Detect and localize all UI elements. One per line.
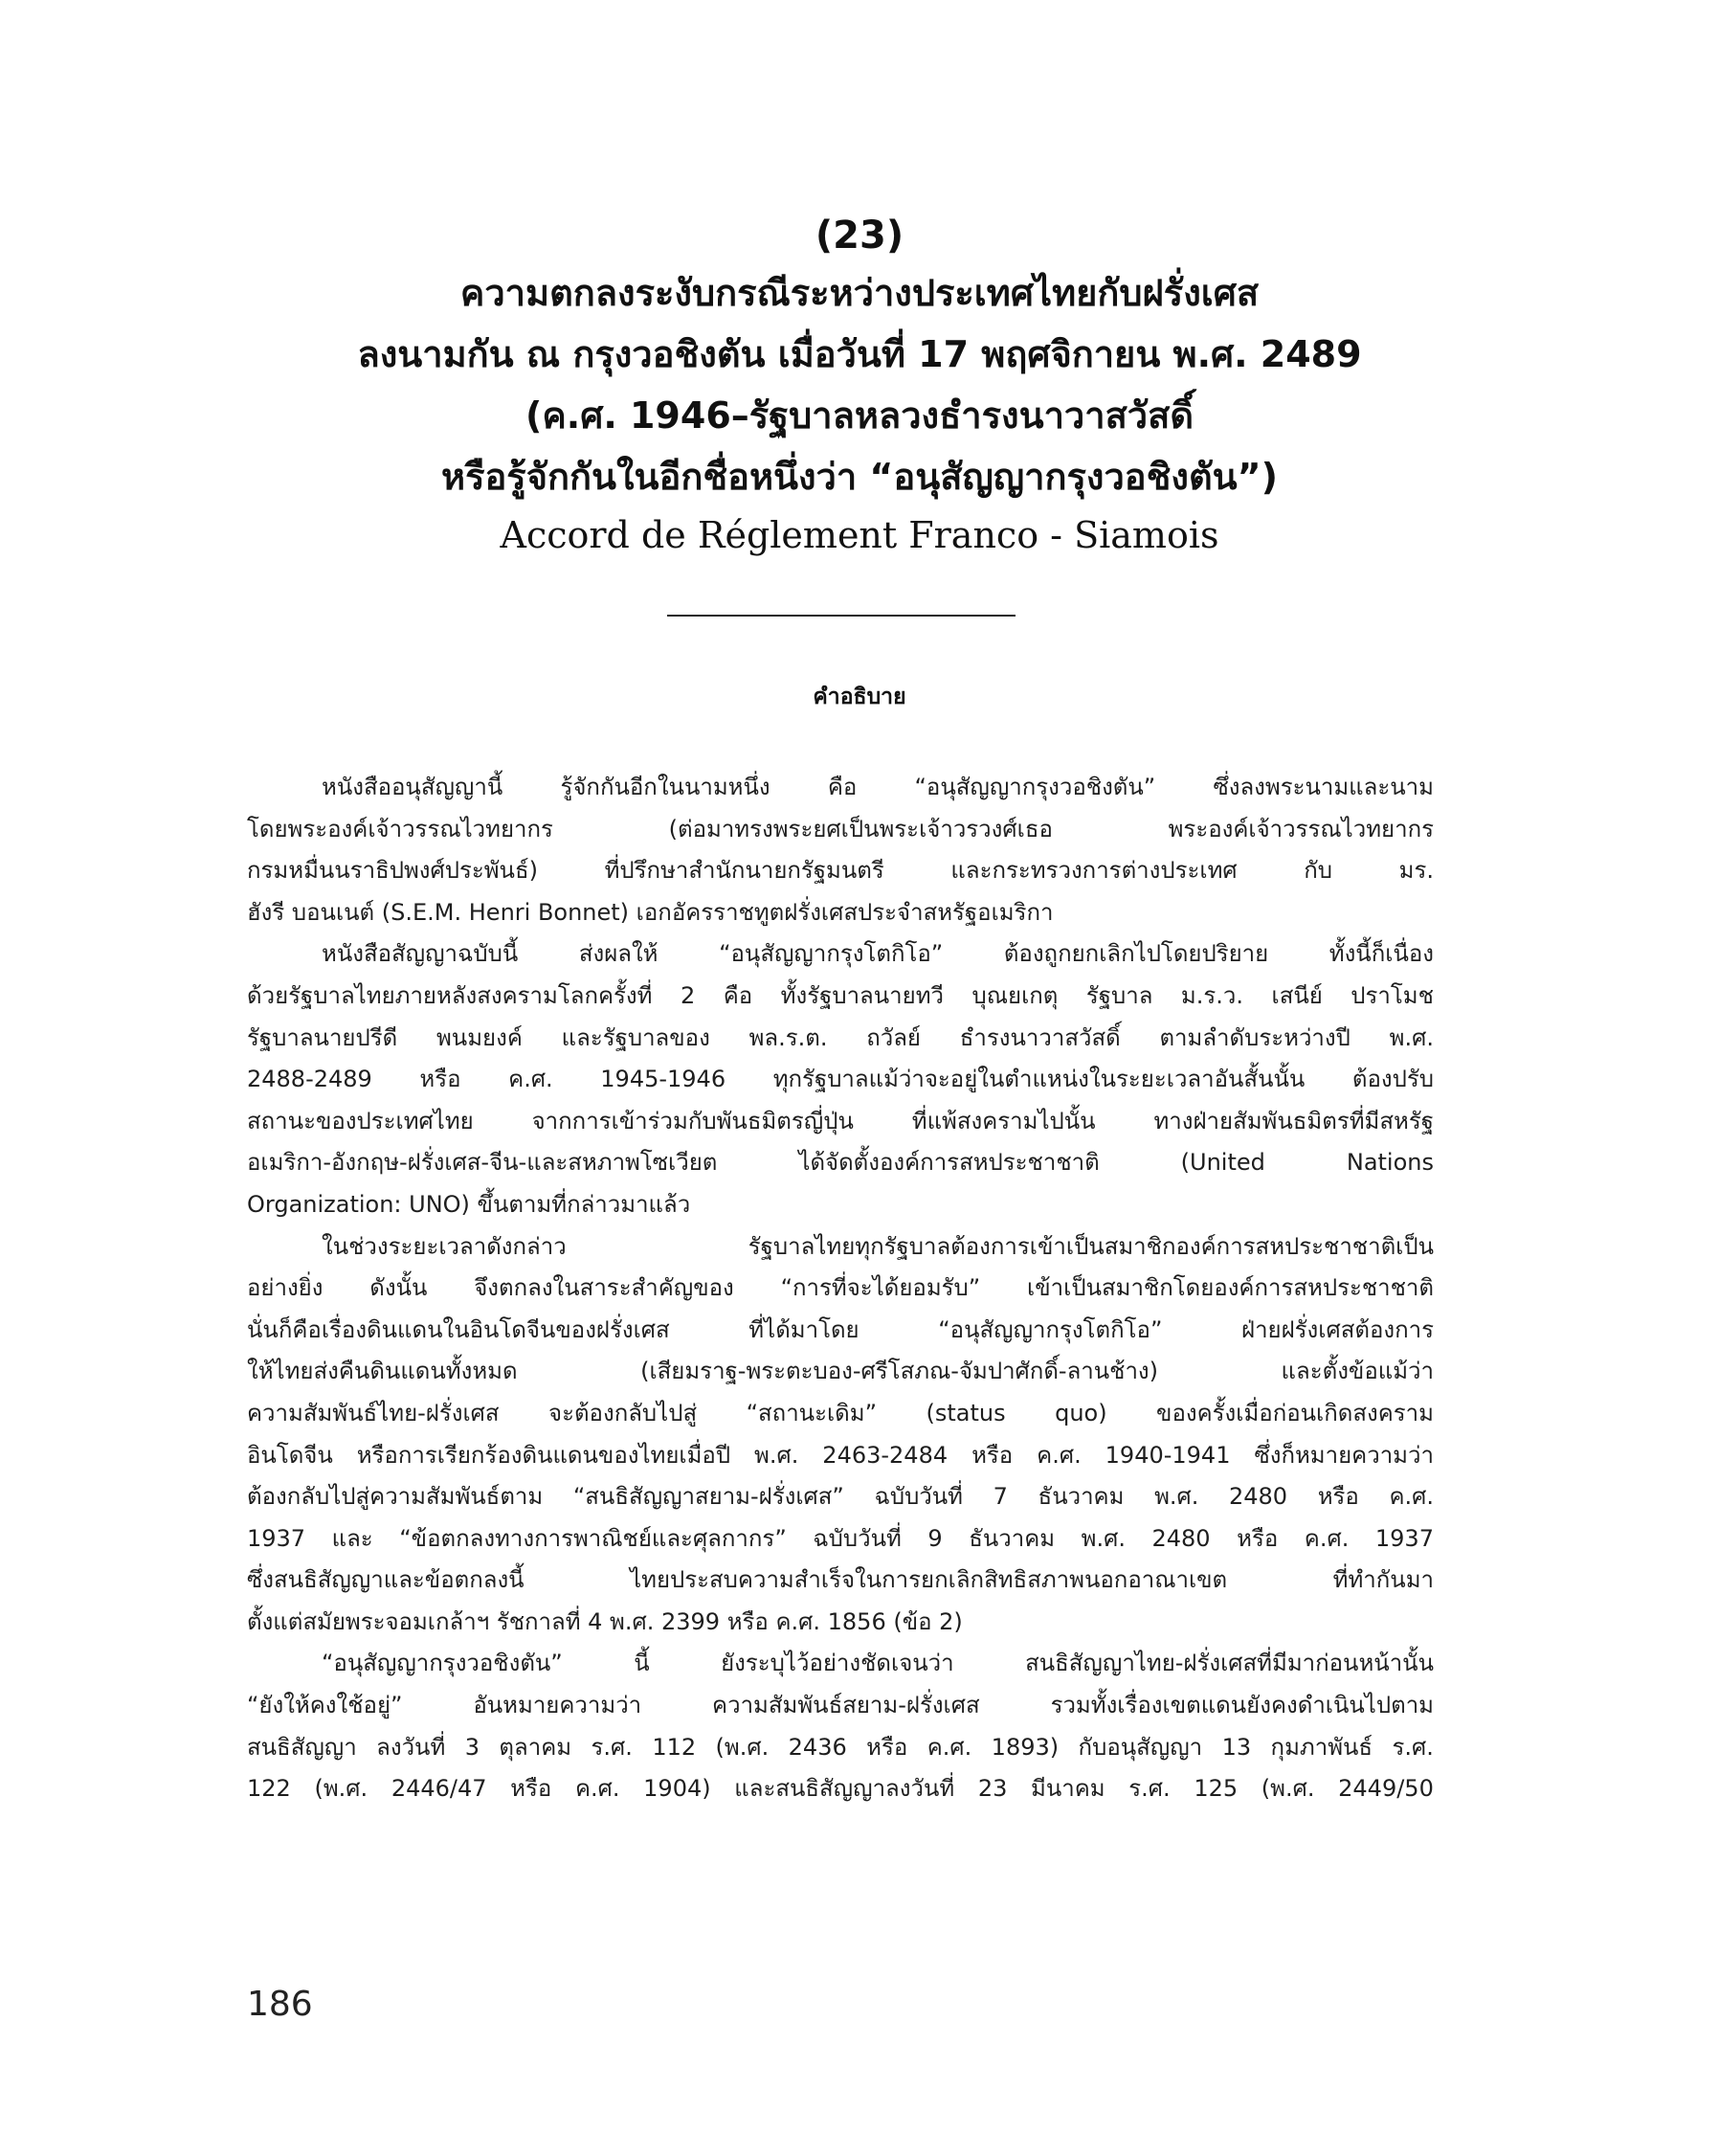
text-line: รัฐบาลนายปรีดี พนมยงค์ และรัฐบาลของ พล.ร.ต. ถวัลย์ ธำรงนาวาสวัสดิ์ ตามลำดับระหว่างปี พ.ศ. [247, 1023, 1434, 1051]
page-number: 186 [247, 1985, 313, 2024]
text-line: ต้องกลับไปสู่ความสัมพันธ์ตาม “สนธิสัญญาสยาม-ฝรั่งเศส” ฉบับวันที่ 7 ธันวาคม พ.ศ. 2480 หรือ ค.ศ. [247, 1483, 1434, 1511]
text-line: Organization: UNO) ขึ้นตามที่กล่าวมาแล้ว [247, 1190, 691, 1218]
text-line: ตั้งแต่สมัยพระจอมเกล้าฯ รัชกาลที่ 4 พ.ศ. 2399 หรือ ค.ศ. 1856 (ข้อ 2) [247, 1607, 963, 1635]
text-line: อเมริกา-อังกฤษ-ฝรั่งเศส-จีน-และสหภาพโซเวียต ได้จัดตั้งองค์การสหประชาชาติ (United Nations [247, 1149, 1434, 1177]
text-line: ฮังรี บอนเนต์ (S.E.M. Henri Bonnet) เอกอัครราชทูตฝรั่งเศสประจำสหรัฐอเมริกา [247, 898, 1054, 926]
heading-divider [667, 615, 1016, 617]
paragraph-2 [247, 933, 1434, 1225]
text-line: กรมหมื่นนราธิปพงศ์ประพันธ์) ที่ปรึกษาสำนักนายกรัฐมนตรี และกระทรวงการต่างประเทศ กับ มร. [247, 857, 1434, 885]
chapter-title-line-3: (ค.ศ. 1946–รัฐบาลหลวงธำรงนาวาสวัสดิ์ [525, 394, 1194, 437]
text-line: ให้ไทยส่งคืนดินแดนทั้งหมด (เสียมราฐ-พระตะบอง-ศรีโสภณ-จัมปาศักดิ์-ลานช้าง) และตั้งข้อแม้ว่า [247, 1358, 1434, 1385]
chapter-title-line-2: ลงนามกัน ณ กรุงวอชิงตัน เมื่อวันที่ 17 พฤศจิกายน พ.ศ. 2489 [357, 333, 1362, 375]
paragraph-1 [247, 767, 1434, 933]
text-line: ซึ่งสนธิสัญญาและข้อตกลงนี้ ไทยประสบความสำเร็จในการยกเลิกสิทธิสภาพนอกอาณาเขต ที่ทำกันมา [247, 1566, 1434, 1594]
chapter-title-line-1: ความตกลงระงับกรณีระหว่างประเทศไทยกับฝรั่งเศส [459, 272, 1260, 314]
text-line: หนังสืออนุสัญญานี้ รู้จักกันอีกในนามหนึ่ง คือ “อนุสัญญากรุงวอชิงตัน” ซึ่งลงพระนามและนาม [322, 774, 1434, 800]
chapter-title-line-4: หรือรู้จักกันในอีกชื่อหนึ่งว่า “อนุสัญญากรุงวอชิงตัน”) [441, 456, 1278, 498]
text-line: หนังสือสัญญาฉบับนี้ ส่งผลให้ “อนุสัญญากรุงโตกิโอ” ต้องถูกยกเลิกไปโดยปริยาย ทั้งนี้ก็เนื่อง [322, 940, 1434, 968]
text-line: โดยพระองค์เจ้าวรรณไวทยากร (ต่อมาทรงพระยศเป็นพระเจ้าวรวงศ์เธอ พระองค์เจ้าวรรณไวทยากร [247, 815, 1434, 842]
text-line: ความสัมพันธ์ไทย-ฝรั่งเศส จะต้องกลับไปสู่ “สถานะเดิม” (status quo) ของครั้งเมื่อก่อนเกิดสงคราม [247, 1399, 1434, 1426]
text-line: สถานะของประเทศไทย จากการเข้าร่วมกับพันธมิตรญี่ปุ่น ที่แพ้สงครามไปนั้น ทางฝ่ายสัมพันธมิตรที่มีสหรัฐ [247, 1107, 1434, 1134]
text-line: นั่นก็คือเรื่องดินแดนในอินโดจีนของฝรั่งเศส ที่ได้มาโดย “อนุสัญญากรุงโตกิโอ” ฝ่ายฝรั่งเศสต้องการ [247, 1315, 1434, 1343]
body-text [247, 767, 1434, 1810]
text-line: 2488-2489 หรือ ค.ศ. 1945-1946 ทุกรัฐบาลแม้ว่าจะอยู่ในตำแหน่งในระยะเวลาอันสั้นนั้น ต้องปรับ [247, 1066, 1434, 1093]
paragraph-4 [247, 1643, 1434, 1809]
text-line: ในช่วงระยะเวลาดังกล่าว รัฐบาลไทยทุกรัฐบาลต้องการเข้าเป็นสมาชิกองค์การสหประชาชาติเป็น [322, 1232, 1434, 1260]
section-label: คำอธิบาย [813, 685, 906, 709]
text-line: ด้วยรัฐบาลไทยภายหลังสงครามโลกครั้งที่ 2 คือ ทั้งรัฐบาลนายทวี บุณยเกตุ รัฐบาล ม.ร.ว. เสนีย์ ปราโมช [247, 981, 1434, 1009]
chapter-subtitle: Accord de Réglement Franco - Siamois [500, 514, 1219, 556]
text-line: “อนุสัญญากรุงวอชิงตัน” นี้ ยังระบุไว้อย่างชัดเจนว่า สนธิสัญญาไทย-ฝรั่งเศสที่มีมาก่อนหน้านั้น [322, 1650, 1434, 1677]
text-line: “ยังให้คงใช้อยู่” อันหมายความว่า ความสัมพันธ์สยาม-ฝรั่งเศส รวมทั้งเรื่องเขตแดนยังคงดำเนินไปตาม [247, 1692, 1434, 1719]
text-line: อย่างยิ่ง ดังนั้น จึงตกลงในสาระสำคัญของ “การที่จะได้ยอมรับ” เข้าเป็นสมาชิกโดยองค์การสหประชาชาติ [247, 1274, 1434, 1302]
paragraph-3 [247, 1226, 1434, 1644]
text-line: อินโดจีน หรือการเรียกร้องดินแดนของไทยเมื่อปี พ.ศ. 2463-2484 หรือ ค.ศ. 1940-1941 ซึ่งก็หมายความว่า [247, 1441, 1434, 1469]
chapter-number: (23) [815, 213, 904, 258]
text-line: สนธิสัญญา ลงวันที่ 3 ตุลาคม ร.ศ. 112 (พ.ศ. 2436 หรือ ค.ศ. 1893) กับอนุสัญญา 13 กุมภาพันธ์ ร.ศ. [247, 1733, 1434, 1761]
text-line: 1937 และ “ข้อตกลงทางการพาณิชย์และศุลกากร” ฉบับวันที่ 9 ธันวาคม พ.ศ. 2480 หรือ ค.ศ. 1937 [247, 1524, 1434, 1552]
text-line: 122 (พ.ศ. 2446/47 หรือ ค.ศ. 1904) และสนธิสัญญาลงวันที่ 23 มีนาคม ร.ศ. 125 (พ.ศ. 2449/50 [247, 1775, 1434, 1803]
chapter-heading [191, 209, 1528, 563]
